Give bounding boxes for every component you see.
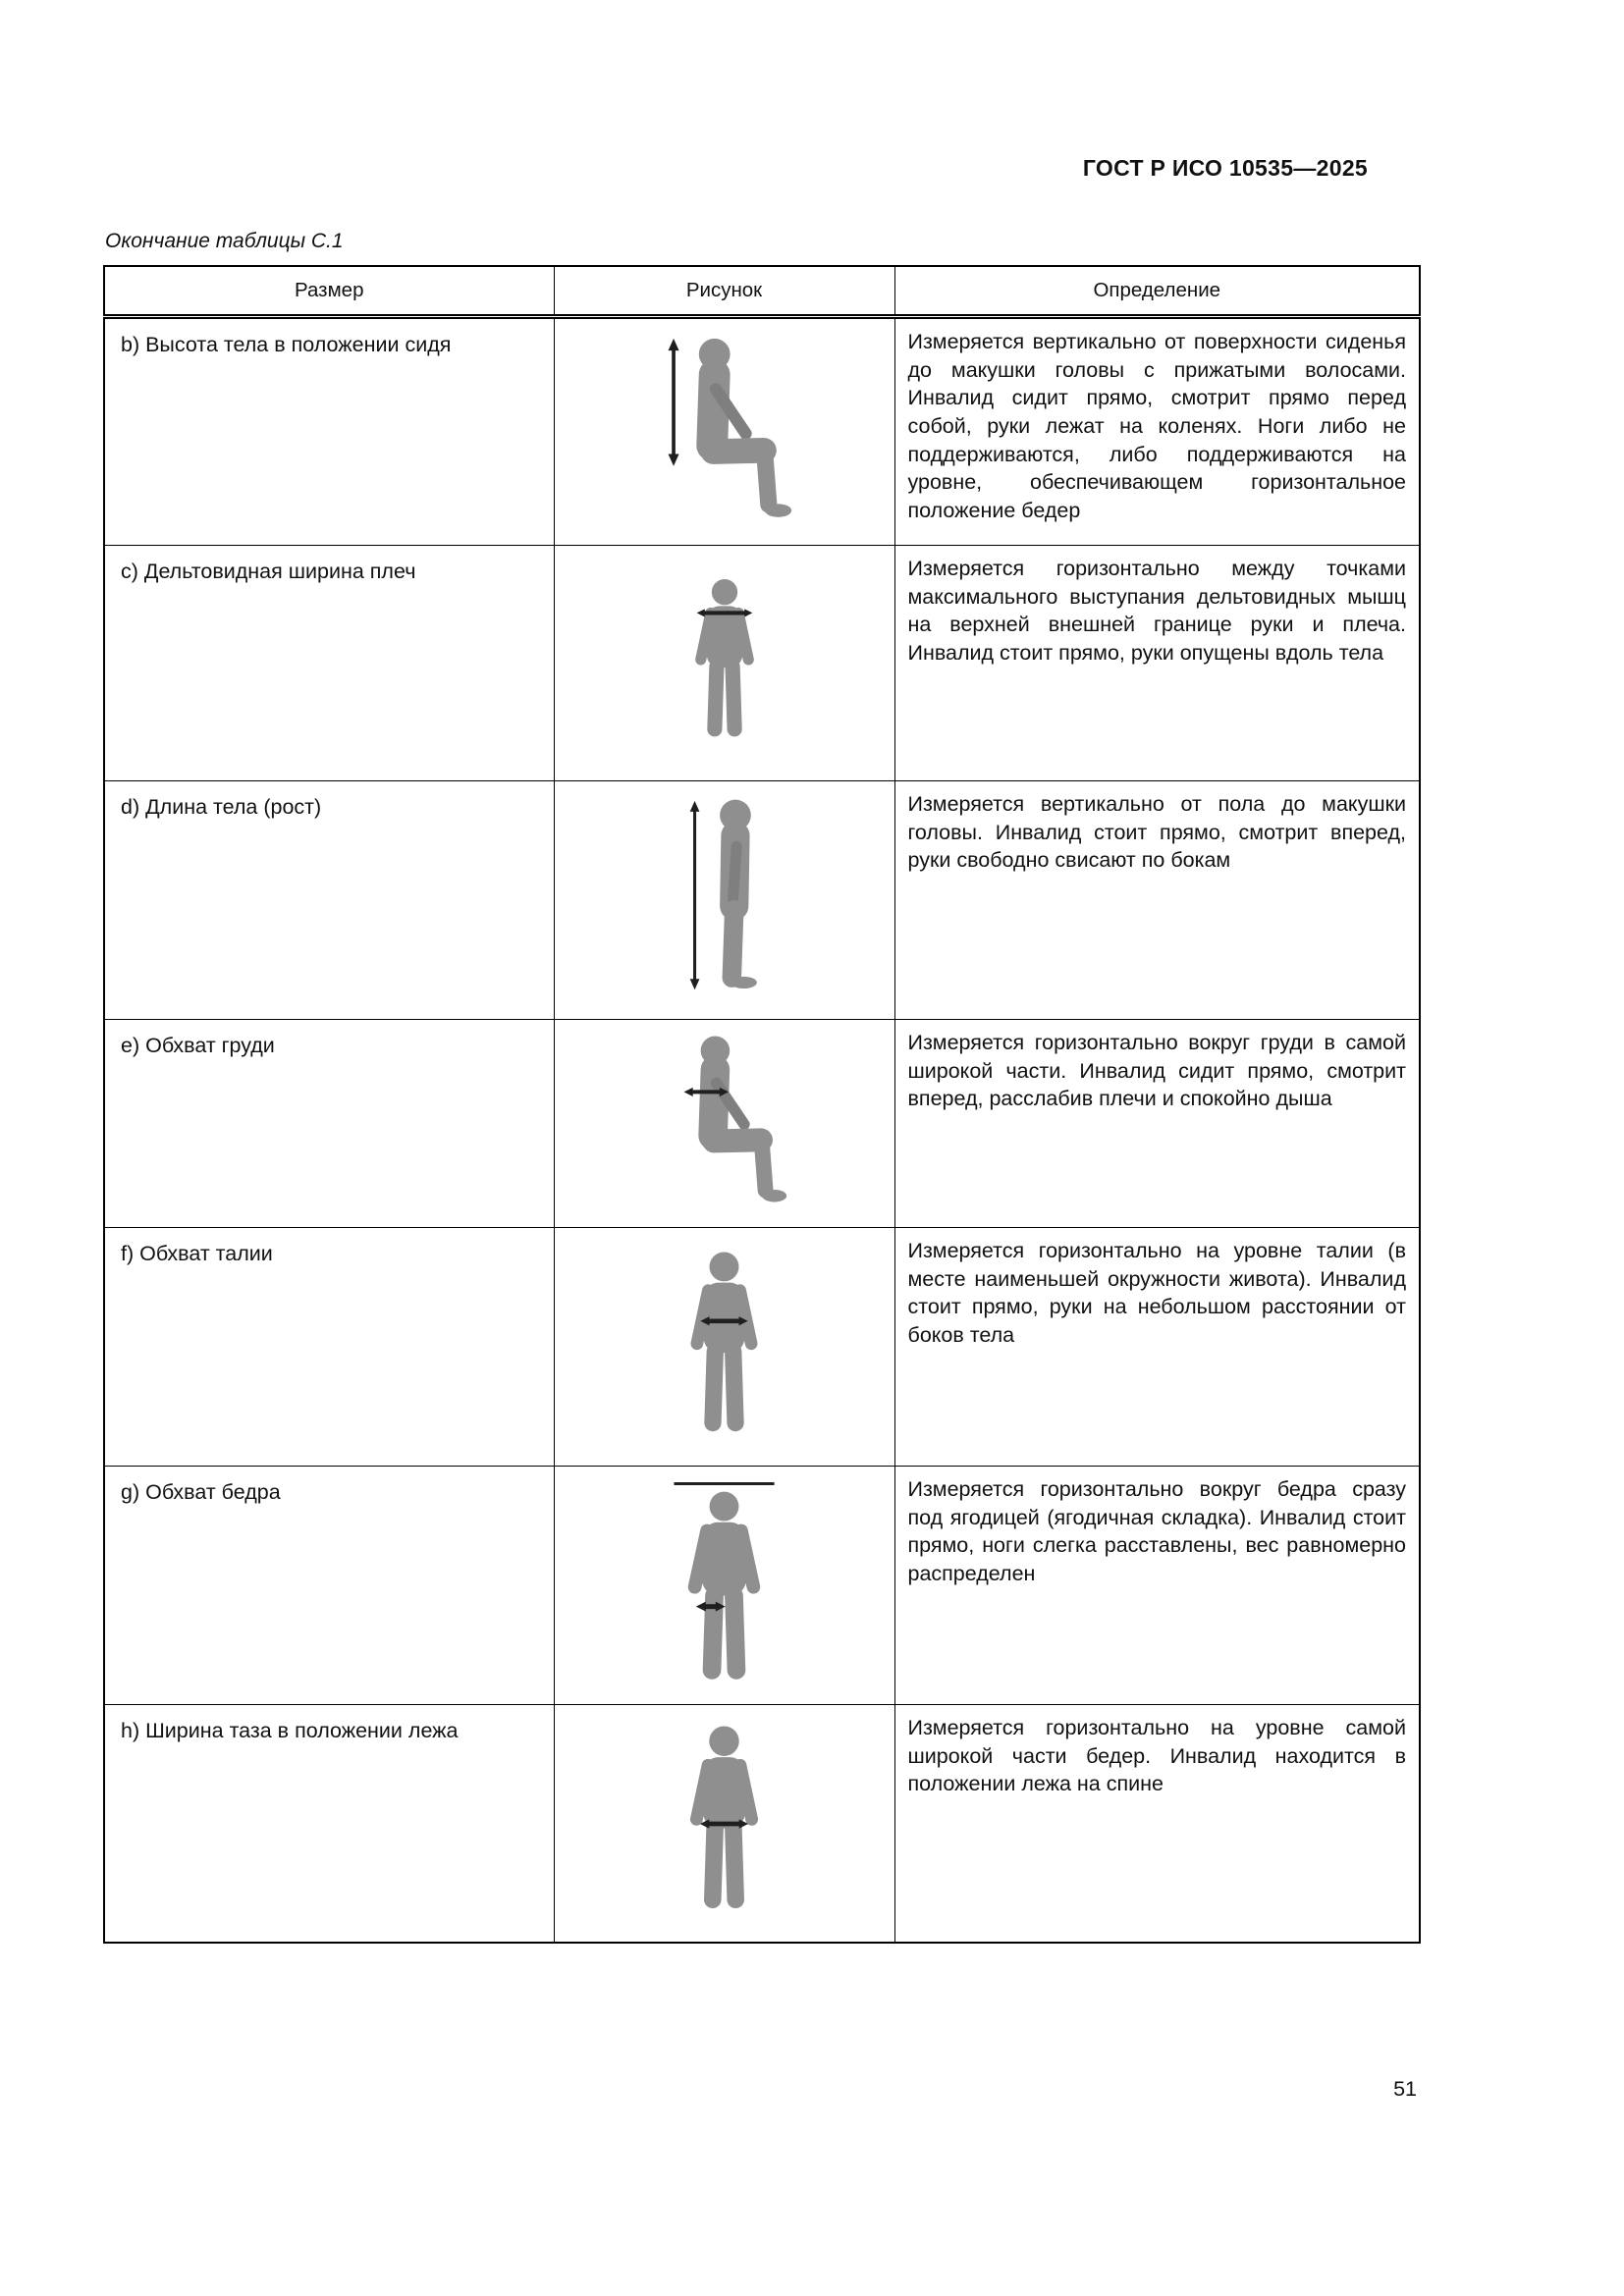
table-row [104,317,1420,546]
table-row [104,1467,1420,1705]
seated-person-chest-arrow-icon [657,1032,791,1210]
table-row [104,546,1420,781]
table-caption: Окончание таблицы С.1 [105,230,344,252]
page-number: 51 [1393,2077,1417,2101]
figure-cell [554,1705,894,1943]
table-row [104,1020,1420,1228]
document-number-header: ГОСТ Р ИСО 10535—2025 [1082,155,1368,181]
definition-text: Измеряется горизонтально на уровне талии (в месте наименьшей окружности живота). Инвалид стоит прямо, руки на небольшом расстоянии от боков тела [894,1228,1420,1467]
seated-person-height-arrow-icon [652,334,796,526]
figure-cell [554,1228,894,1467]
definition-text: Измеряется вертикально от поверхности сиденья до макушки головы с прижатыми волосами. Инвалид сидит прямо, смотрит прямо перед собой, руки лежат на коленях. Ноги либо не поддерживаются, либо поддерживаются на уровне, обеспечивающем горизонтальное положение бедер [894,317,1420,546]
figure-cell [554,546,894,781]
column-header-figure: Рисунок [554,266,894,317]
table-row [104,1705,1420,1943]
definition-text: Измеряется горизонтально на уровне самой широкой части бедер. Инвалид находится в положении лежа на спине [894,1705,1420,1943]
standing-person-shoulder-line-icon [670,576,780,745]
person-hip-width-arrow-icon [661,1723,787,1918]
definition-text: Измеряется горизонтально между точками максимального выступания дельтовидных мышц на верхней внешней границе руки и плеча. Инвалид стоит прямо, руки опущены вдоль тела [894,546,1420,781]
size-label: c) Дельтовидная ширина плеч [104,546,554,781]
standing-person-thigh-arrow-icon [657,1479,791,1687]
table-row [104,1228,1420,1467]
figure-cell [554,1020,894,1228]
definition-text: Измеряется горизонтально вокруг груди в самой широкой части. Инвалид сидит прямо, смотрит вперед, расслабив плечи и спокойно дыша [894,1020,1420,1228]
size-label: f) Обхват талии [104,1228,554,1467]
size-label: h) Ширина таза в положении лежа [104,1705,554,1943]
size-label: e) Обхват груди [104,1020,554,1228]
size-label: b) Высота тела в положении сидя [104,317,554,546]
definition-text: Измеряется вертикально от пола до макушки головы. Инвалид стоит прямо, смотрит вперед, руки свободно свисают по бокам [894,781,1420,1020]
table-row [104,781,1420,1020]
standing-person-waist-line-icon [662,1249,786,1441]
standing-person-stature-line-icon [659,796,790,999]
table-header-row [104,266,1420,317]
size-label: d) Длина тела (рост) [104,781,554,1020]
figure-cell [554,1467,894,1705]
column-header-size: Размер [104,266,554,317]
definition-text: Измеряется горизонтально вокруг бедра сразу под ягодицей (ягодичная складка). Инвалид стоит прямо, ноги слегка расставлены, вес равномерно распределен [894,1467,1420,1705]
figure-cell [554,317,894,546]
dimensions-table [103,265,1421,1944]
size-label: g) Обхват бедра [104,1467,554,1705]
column-header-definition: Определение [894,266,1420,317]
figure-cell [554,781,894,1020]
